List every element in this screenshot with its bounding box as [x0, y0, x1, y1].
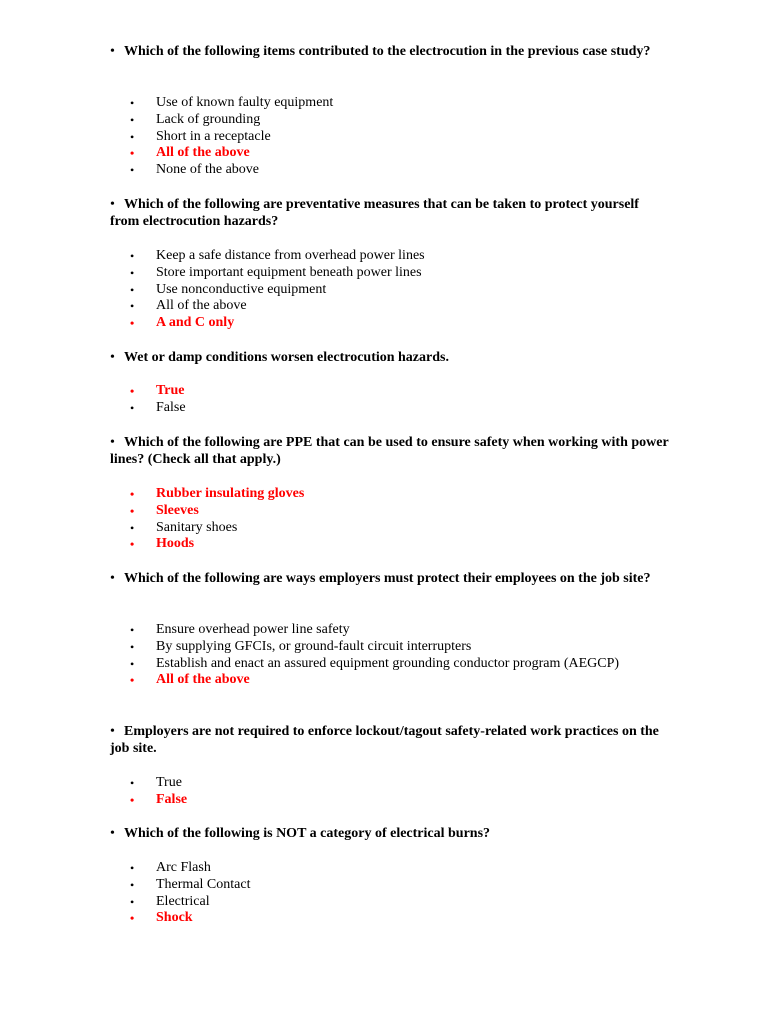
option-item: • By supplying GFCIs, or ground-fault circuit interrupters [130, 639, 650, 656]
question-1 [110, 44, 670, 61]
option-item: • Use nonconductive equipment [130, 282, 650, 299]
options-list-5 [130, 622, 650, 689]
option-item: • Hoods [130, 536, 650, 553]
question-text: Employers are not required to enforce lockout/tagout safety-related work practices on the job site. [110, 724, 659, 756]
question-text: Which of the following are PPE that can be used to ensure safety when working with power lines? (Check all that apply.) [110, 435, 669, 467]
question-bullet: • [110, 435, 115, 450]
options-list-4 [130, 486, 650, 553]
question-bullet: • [110, 350, 115, 365]
option-item: • Keep a safe distance from overhead power lines [130, 248, 650, 265]
option-item: • True [130, 775, 650, 792]
option-item: • Use of known faulty equipment [130, 95, 650, 112]
question-3 [110, 350, 670, 367]
option-item: • Ensure overhead power line safety [130, 622, 650, 639]
question-bullet: • [110, 44, 115, 59]
option-item: • None of the above [130, 162, 650, 179]
question-6 [110, 724, 670, 757]
option-item: • True [130, 383, 650, 400]
question-text: Which of the following is NOT a category of electrical burns? [124, 826, 491, 841]
question-7 [110, 826, 670, 843]
option-item: • Shock [130, 910, 650, 927]
option-item: • All of the above [130, 672, 650, 689]
question-bullet: • [110, 724, 115, 739]
question-2 [110, 197, 670, 230]
question-5 [110, 571, 670, 588]
option-item: • Thermal Contact [130, 877, 650, 894]
options-list-1 [130, 95, 650, 179]
option-item: • Sanitary shoes [130, 520, 650, 537]
options-list-6 [130, 775, 650, 809]
option-item: • Rubber insulating gloves [130, 486, 650, 503]
option-item: • Sleeves [130, 503, 650, 520]
question-4 [110, 435, 670, 468]
option-item: • All of the above [130, 298, 650, 315]
option-item: • A and C only [130, 315, 650, 332]
question-bullet: • [110, 197, 115, 212]
question-text: Which of the following items contributed to the electrocution in the previous case study? [124, 44, 651, 59]
option-item: • Establish and enact an assured equipment grounding conductor program (AEGCP) [130, 656, 650, 673]
option-item: • Arc Flash [130, 860, 650, 877]
options-list-2 [130, 248, 650, 332]
option-item: • All of the above [130, 145, 650, 162]
question-text: Which of the following are preventative measures that can be taken to protect yourself from electrocution hazards? [110, 197, 639, 229]
question-text: Which of the following are ways employers must protect their employees on the job site? [124, 571, 651, 586]
question-bullet: • [110, 571, 115, 586]
question-text: Wet or damp conditions worsen electrocution hazards. [124, 350, 449, 365]
options-list-3 [130, 383, 650, 417]
option-item: • Short in a receptacle [130, 129, 650, 146]
question-bullet: • [110, 826, 115, 841]
option-item: • Electrical [130, 894, 650, 911]
option-item: • Store important equipment beneath power lines [130, 265, 650, 282]
option-item: • False [130, 400, 650, 417]
options-list-7 [130, 860, 650, 927]
option-item: • Lack of grounding [130, 112, 650, 129]
option-item: • False [130, 792, 650, 809]
